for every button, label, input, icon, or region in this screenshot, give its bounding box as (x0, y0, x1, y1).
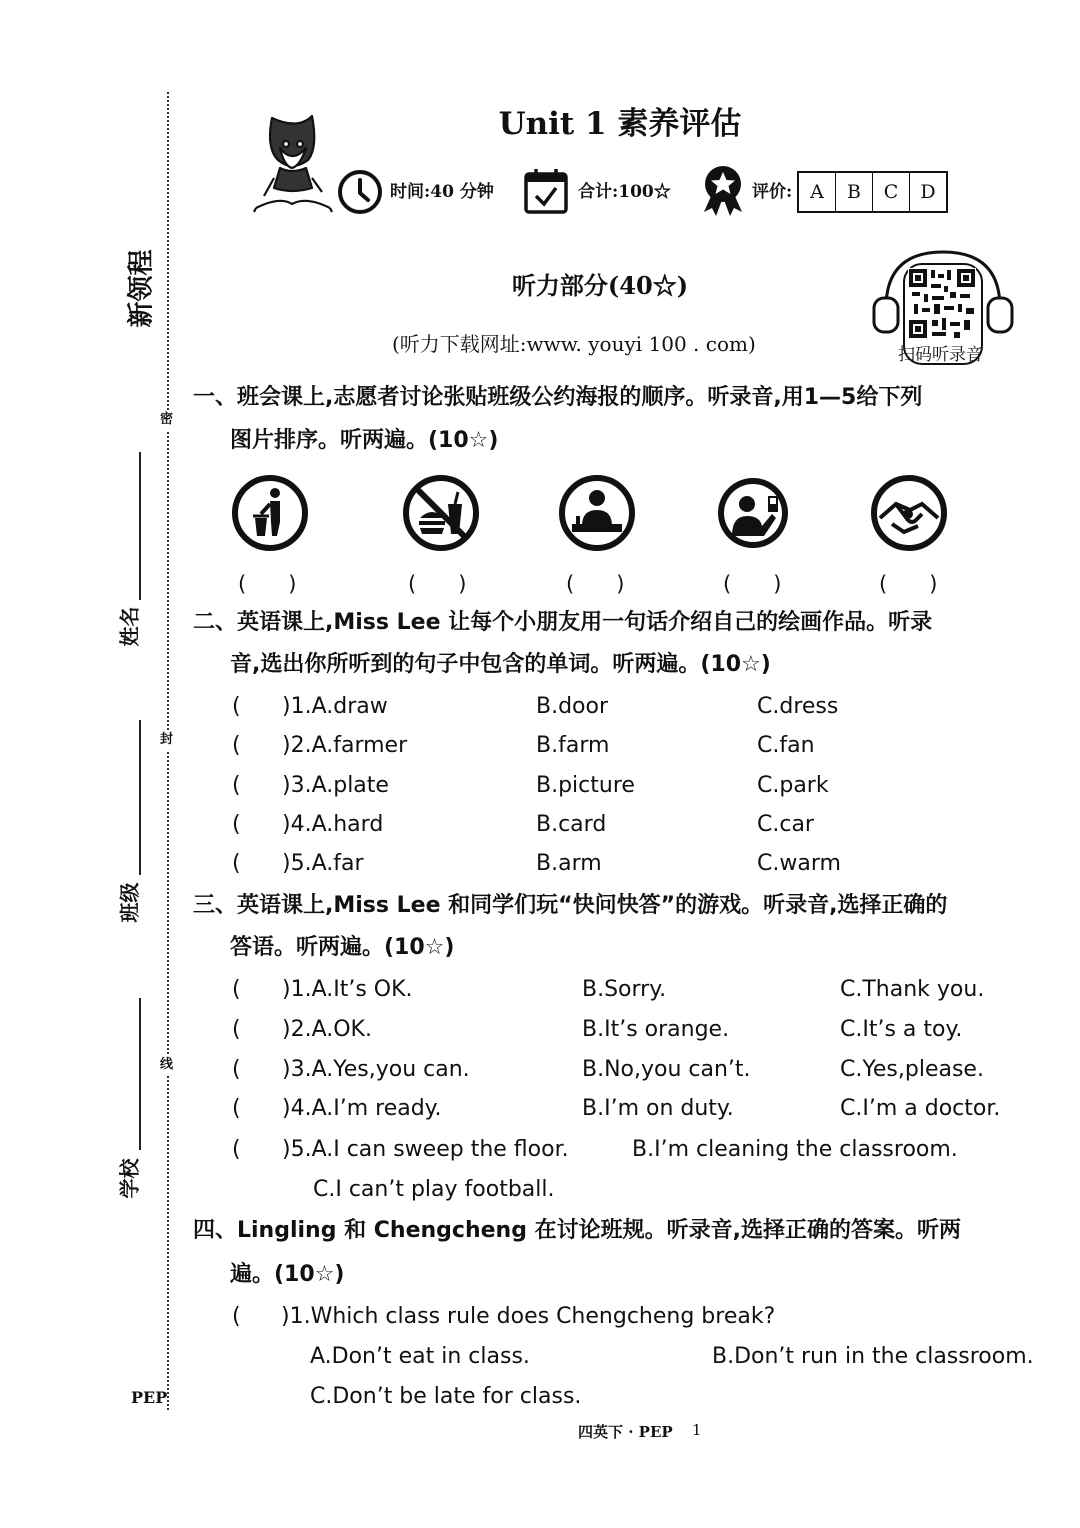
part2-q3-blank: ( (232, 773, 241, 798)
part4-q1-option-c: C.Don’t be late for class. (310, 1384, 582, 1409)
seal-mark-xian: 线 (160, 1055, 173, 1075)
page-number: 1 (692, 1421, 702, 1439)
part2-q1-option-a: )1.A.draw (282, 694, 388, 719)
seal-mark-feng: 封 (160, 730, 173, 750)
part3-q3-option-a: )3.A.Yes,you can. (282, 1057, 470, 1082)
binding-dotted-line (167, 92, 169, 1410)
section-title: 听力部分(40☆) (511, 271, 689, 300)
part3-q5-option-c: C.I can’t play football. (313, 1177, 555, 1202)
school-label: 学校 (117, 1158, 142, 1199)
grade-b: B (836, 173, 873, 211)
download-url: (听力下载网址:www. youyi 100 . com) (392, 332, 756, 356)
total-score: 合计:100☆ (578, 182, 671, 202)
brand-logo-text: 新领程 (126, 249, 157, 328)
school-underline (139, 998, 141, 1150)
part3-q1-option-a: )1.A.It’s OK. (282, 977, 413, 1002)
part2-q2-option-b: B.farm (536, 733, 610, 758)
part4-q1-stem: )1.Which class rule does Chengcheng break? (281, 1304, 776, 1329)
calendar-icon (522, 166, 570, 216)
part3-q1-blank: ( (232, 977, 241, 1002)
part2-q5-option-b: B.arm (536, 851, 602, 876)
part2-q1-blank: ( (232, 694, 241, 719)
part3-q1-option-c: C.Thank you. (840, 977, 985, 1002)
part3-q3-option-c: C.Yes,please. (840, 1057, 984, 1082)
part1-answer-blank-5: ( ) (879, 572, 938, 596)
name-label: 姓名 (117, 606, 142, 647)
part2-q4-option-c: C.car (757, 812, 814, 837)
footer-book-label: 四英下 · PEP (578, 1423, 673, 1441)
grade-a: A (799, 173, 836, 211)
part2-q5-option-a: )5.A.far (282, 851, 364, 876)
rating-grade-boxes (797, 171, 948, 213)
edition-label: PEP (131, 1388, 168, 1407)
part3-q2-option-b: B.It’s orange. (582, 1017, 730, 1042)
part2-q5-option-c: C.warm (757, 851, 841, 876)
part4-instruction-line2: 遍。(10☆) (230, 1262, 345, 1287)
shake-hands-icon (870, 474, 948, 552)
part3-q2-option-a: )2.A.OK. (282, 1017, 372, 1042)
page-title: Unit 1 素养评估 (498, 106, 742, 142)
part3-q4-option-b: B.I’m on duty. (582, 1096, 734, 1121)
part4-q1-option-b: B.Don’t run in the classroom. (712, 1344, 1034, 1369)
part1-answer-blank-3: ( ) (566, 572, 625, 596)
part2-instruction-line2: 音,选出你所听到的句子中包含的单词。听两遍。(10☆) (230, 652, 771, 677)
part3-q2-blank: ( (232, 1017, 241, 1042)
part2-q1-option-b: B.door (536, 694, 609, 719)
part3-q5-option-a: )5.A.I can sweep the floor. (282, 1137, 569, 1162)
class-label: 班级 (117, 882, 142, 923)
part3-q5-blank: ( (232, 1137, 241, 1162)
part4-instruction-line1: 四、Lingling 和 Chengcheng 在讨论班规。听录音,选择正确的答案。听两 (193, 1218, 961, 1243)
part1-answer-blank-2: ( ) (408, 572, 467, 596)
part3-q1-option-b: B.Sorry. (582, 977, 667, 1002)
part2-q5-blank: ( (232, 851, 241, 876)
sit-at-desk-icon (558, 474, 636, 552)
part2-q2-option-a: )2.A.farmer (282, 733, 408, 758)
part2-q4-blank: ( (232, 812, 241, 837)
part2-q3-option-b: B.picture (536, 773, 635, 798)
part3-q4-option-c: C.I’m a doctor. (840, 1096, 1001, 1121)
grade-c: C (873, 173, 910, 211)
part3-q2-option-c: C.It’s a toy. (840, 1017, 963, 1042)
part2-q4-option-b: B.card (536, 812, 607, 837)
part3-instruction-line1: 三、英语课上,Miss Lee 和同学们玩“快问快答”的游戏。听录音,选择正确的 (193, 893, 948, 918)
part2-q4-option-a: )4.A.hard (282, 812, 384, 837)
part3-q3-option-b: B.No,you can’t. (582, 1057, 751, 1082)
part2-q3-option-a: )3.A.plate (282, 773, 389, 798)
part3-q5-option-b: B.I’m cleaning the classroom. (632, 1137, 958, 1162)
part4-q1-blank: ( (232, 1304, 241, 1329)
no-littering-icon (231, 474, 309, 552)
fox-mascot-icon (250, 108, 334, 214)
part2-q2-option-c: C.fan (757, 733, 815, 758)
name-underline (139, 452, 141, 600)
rating-label: 评价: (752, 182, 793, 202)
qr-caption: 扫码听录音 (898, 345, 983, 365)
part1-answer-blank-1: ( ) (238, 572, 297, 596)
part2-instruction-line1: 二、英语课上,Miss Lee 让每个小朋友用一句话介绍自己的绘画作品。听录 (193, 610, 933, 635)
part3-q4-option-a: )4.A.I’m ready. (282, 1096, 442, 1121)
clock-icon (336, 168, 384, 216)
seal-mark-mi: 密 (160, 410, 173, 430)
grade-d: D (920, 181, 936, 203)
part3-q4-blank: ( (232, 1096, 241, 1121)
part2-q2-blank: ( (232, 733, 241, 758)
part1-instruction-line2: 图片排序。听两遍。(10☆) (230, 428, 499, 453)
no-eating-icon (402, 474, 480, 552)
class-underline (139, 720, 141, 875)
time-limit: 时间:40 分钟 (390, 182, 494, 202)
raise-hand-icon (714, 474, 792, 552)
award-ribbon-icon (698, 164, 748, 216)
part3-instruction-line2: 答语。听两遍。(10☆) (230, 935, 455, 960)
part2-q1-option-c: C.dress (757, 694, 839, 719)
part2-q3-option-c: C.park (757, 773, 829, 798)
part3-q3-blank: ( (232, 1057, 241, 1082)
part4-q1-option-a: A.Don’t eat in class. (310, 1344, 530, 1369)
part1-answer-blank-4: ( ) (723, 572, 782, 596)
part1-instruction-line1: 一、班会课上,志愿者讨论张贴班级公约海报的顺序。听录音,用1—5给下列 (193, 385, 923, 410)
